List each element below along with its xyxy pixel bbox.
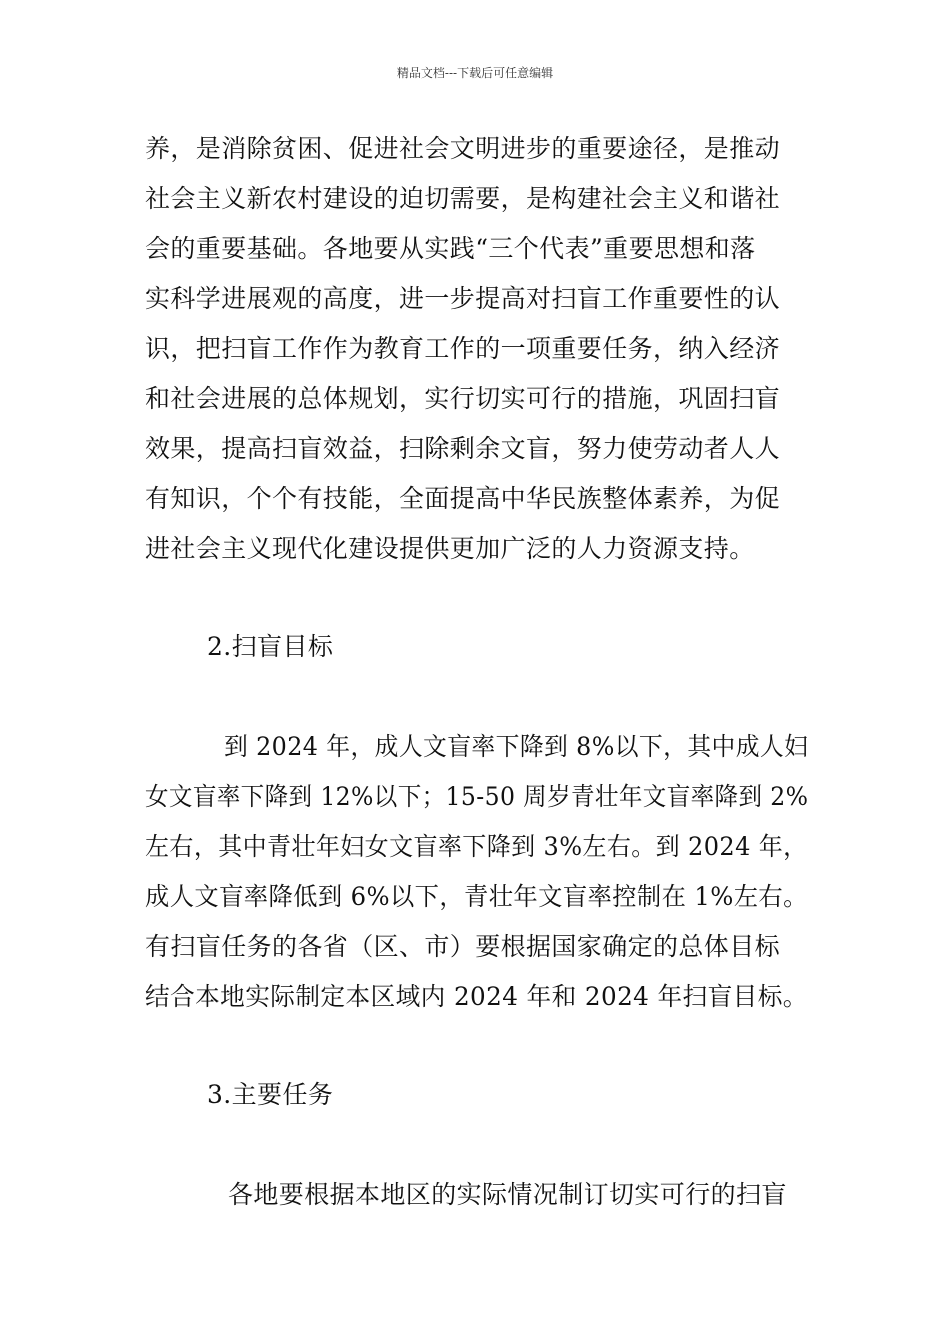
text-line: 有扫盲任务的各省（区、市）要根据国家确定的总体目标 bbox=[145, 932, 781, 961]
text-line: 养，是消除贫困、促进社会文明进步的重要途径，是推动 bbox=[145, 134, 781, 163]
text-line: 实科学进展观的高度，进一步提高对扫盲工作重要性的认 bbox=[145, 284, 781, 313]
text-line: 各地要根据本地区的实际情况制订切实可行的扫盲 bbox=[228, 1180, 787, 1209]
page-header: 精品文档---下载后可任意编辑 bbox=[396, 66, 554, 80]
section-heading-2: 2.扫盲目标 bbox=[207, 632, 334, 661]
text-line: 进社会主义现代化建设提供更加广泛的人力资源支持。 bbox=[145, 534, 755, 563]
section-heading-3: 3.主要任务 bbox=[207, 1080, 334, 1109]
text-line: 效果，提高扫盲效益，扫除剩余文盲，努力使劳动者人人 bbox=[145, 434, 781, 463]
text-line: 会的重要基础。各地要从实践“三个代表”重要思想和落 bbox=[145, 234, 756, 263]
text-line: 社会主义新农村建设的迫切需要，是构建社会主义和谐社 bbox=[145, 184, 781, 213]
text-line: 成人文盲率降低到 6%以下，青壮年文盲率控制在 1%左右。 bbox=[145, 882, 808, 911]
text-line: 和社会进展的总体规划，实行切实可行的措施，巩固扫盲 bbox=[145, 384, 781, 413]
text-line: 有知识，个个有技能，全面提高中华民族整体素养，为促 bbox=[145, 484, 781, 513]
text-line: 左右，其中青壮年妇女文盲率下降到 3%左右。到 2024 年， bbox=[145, 832, 808, 861]
text-line: 到 2024 年，成人文盲率下降到 8%以下，其中成人妇 bbox=[224, 732, 809, 761]
text-line: 结合本地实际制定本区域内 2024 年和 2024 年扫盲目标。 bbox=[145, 982, 808, 1011]
text-line: 识，把扫盲工作作为教育工作的一项重要任务，纳入经济 bbox=[145, 334, 781, 363]
text-line: 女文盲率下降到 12%以下；15-50 周岁青壮年文盲率降到 2% bbox=[145, 782, 809, 811]
